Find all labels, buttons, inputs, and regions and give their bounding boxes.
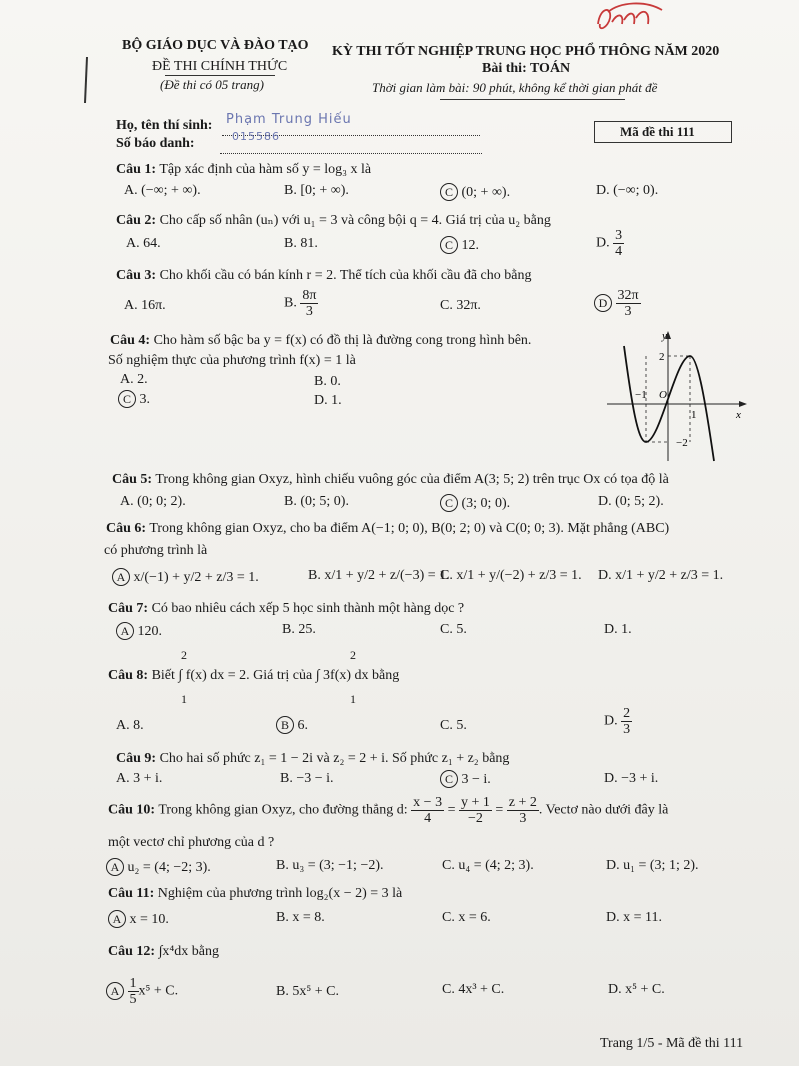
question-2: Câu 2: Cho cấp số nhân (uₙ) với u₁ = 3 và công bội q = 4. Giá trị của u₂ bằng xyxy=(116,213,551,228)
q5-option-b: B. (0; 5; 0). xyxy=(284,494,349,509)
question-7: Câu 7: Có bao nhiêu cách xếp 5 học sinh thành một hàng dọc ? xyxy=(108,601,465,616)
question-9: Câu 9: Cho hai số phức z₁ = 1 − 2i và z₂ = 2 + i. Số phức z₁ + z₂ bằng xyxy=(116,751,510,766)
question-4: Câu 4: Cho hàm số bậc ba y = f(x) có đồ thị là đường cong trong hình bên. xyxy=(110,333,532,348)
exam-title: KỲ THI TỐT NGHIỆP TRUNG HỌC PHỔ THÔNG NĂM 2020 xyxy=(332,44,720,59)
q3-option-c: C. 32π. xyxy=(440,298,481,313)
selected-answer-icon: C xyxy=(440,183,458,201)
q4-option-a: A. 2. xyxy=(120,372,148,387)
q4-option-c: C 3. xyxy=(118,390,150,408)
q1-option-b: B. [0; + ∞). xyxy=(284,183,349,198)
q8-int2-upper-limit: 2 xyxy=(350,648,356,662)
q9-option-c: C 3 − i. xyxy=(440,770,491,788)
q1-option-a: A. (−∞; + ∞). xyxy=(124,183,201,198)
question-11: Câu 11: Nghiệm của phương trình log₂(x − 2) = 3 là xyxy=(108,886,403,901)
q5-option-a: A. (0; 0; 2). xyxy=(120,494,186,509)
selected-answer-icon: A xyxy=(106,982,124,1000)
ministry-title: BỘ GIÁO DỤC VÀ ĐÀO TẠO xyxy=(122,38,309,53)
question-6: Câu 6: Trong không gian Oxyz, cho ba điểm A(−1; 0; 0), B(0; 2; 0) và C(0; 0; 3). Mặt phẳng (ABC) xyxy=(106,521,670,536)
header-rule-right xyxy=(440,99,625,100)
question-12: Câu 12: ∫x⁴dx bằng xyxy=(108,944,219,959)
exam-code: Mã đề thi 111 xyxy=(620,124,695,139)
q8-int2-lower-limit: 1 xyxy=(350,692,356,706)
q2-option-d: D. $\frac{3}{4}$ xyxy=(596,228,623,259)
q10-option-c: C. u₄ = (4; 2; 3). xyxy=(442,858,534,873)
q3-option-b: B. $\frac{8\pi}{3}$ xyxy=(284,288,317,319)
subject: Bài thi: TOÁN xyxy=(482,61,571,76)
question-6-line2: có phương trình là xyxy=(104,543,208,558)
question-text: Tập xác định của hàm số y = log₃ x là xyxy=(159,162,372,177)
q1-option-c: C (0; + ∞). xyxy=(440,183,510,201)
margin-line-icon xyxy=(82,55,92,105)
origin-label: O xyxy=(659,389,667,401)
q7-option-c: C. 5. xyxy=(440,622,467,637)
q6-option-a: A x/(−1) + y/2 + z/3 = 1. xyxy=(112,568,259,586)
q8-option-d: D. $\frac{2}{3}$ xyxy=(604,706,631,737)
selected-answer-icon: A xyxy=(108,910,126,928)
q9-option-d: D. −3 + i. xyxy=(604,771,659,786)
tick-neg1: −1 xyxy=(635,389,647,401)
q8-option-b: B 6. xyxy=(276,716,308,734)
question-5: Câu 5: Trong không gian Oxyz, hình chiếu vuông góc của điểm A(3; 5; 2) trên trục Ox có tọa độ là xyxy=(112,472,669,487)
q6-option-d: D. x/1 + y/2 + z/3 = 1. xyxy=(598,568,724,583)
q5-option-c: C (3; 0; 0). xyxy=(440,494,510,512)
q12-option-c: C. 4x³ + C. xyxy=(442,982,505,997)
question-8: Câu 8: Biết ∫ f(x) dx = 2. Giá trị của ∫ 3f(x) dx bằng xyxy=(108,668,400,683)
header-rule xyxy=(165,75,275,76)
selected-answer-icon: C xyxy=(440,236,458,254)
q8-int1-lower-limit: 1 xyxy=(181,692,187,706)
selected-answer-icon: A xyxy=(106,858,124,876)
cubic-graph xyxy=(602,326,752,466)
q4-option-d: D. 1. xyxy=(314,393,342,408)
time-note: Thời gian làm bài: 90 phút, không kể thời gian phát đề xyxy=(372,80,658,95)
page-footer: Trang 1/5 - Mã đề thi 111 xyxy=(600,1036,744,1051)
official-label: ĐỀ THI CHÍNH THỨC xyxy=(152,59,288,74)
question-4-line2: Số nghiệm thực của phương trình f(x) = 1 là xyxy=(108,353,356,368)
selected-answer-icon: B xyxy=(276,716,294,734)
q8-option-a: A. 8. xyxy=(116,718,144,733)
tick-neg2: −2 xyxy=(676,437,688,449)
question-1 xyxy=(116,162,371,178)
q3-option-d: D $\frac{32\pi}{3}$ xyxy=(594,288,641,319)
q2-option-c: C 12. xyxy=(440,236,479,254)
selected-answer-icon: A xyxy=(116,622,134,640)
q6-option-c: C. x/1 + y/(−2) + z/3 = 1. xyxy=(440,568,582,583)
name-handwritten: Phạm Trung Hiếu xyxy=(226,112,352,127)
tick-1: 1 xyxy=(691,409,697,421)
x-axis-label: x xyxy=(736,409,741,421)
q10-option-b: B. u₃ = (3; −1; −2). xyxy=(276,858,384,873)
q7-option-d: D. 1. xyxy=(604,622,632,637)
q12-option-b: B. 5x⁵ + C. xyxy=(276,984,339,999)
q5-option-d: D. (0; 5; 2). xyxy=(598,494,664,509)
q11-option-a: A x = 10. xyxy=(108,910,169,928)
q2-option-b: B. 81. xyxy=(284,236,318,251)
pages-note: (Đề thi có 05 trang) xyxy=(160,77,264,92)
q11-option-c: C. x = 6. xyxy=(442,910,491,925)
q7-option-b: B. 25. xyxy=(282,622,316,637)
q10-option-a: A u₂ = (4; −2; 3). xyxy=(106,858,211,876)
selected-answer-icon: C xyxy=(440,770,458,788)
q8-option-c: C. 5. xyxy=(440,718,467,733)
name-label: Họ, tên thí sinh: xyxy=(116,118,213,133)
q7-option-a: A 120. xyxy=(116,622,162,640)
q3-option-a: A. 16π. xyxy=(124,298,166,313)
q12-option-a: A $\frac{1}{5}$ x⁵ + C. xyxy=(106,976,178,1007)
id-handwritten: 015586 xyxy=(232,130,280,143)
handwritten-mark-icon xyxy=(590,2,670,42)
q4-option-b: B. 0. xyxy=(314,374,341,389)
tick-2: 2 xyxy=(659,351,665,363)
selected-answer-icon: A xyxy=(112,568,130,586)
q1-option-d: D. (−∞; 0). xyxy=(596,183,659,198)
question-3: Câu 3: Cho khối cầu có bán kính r = 2. Thể tích của khối cầu đã cho bằng xyxy=(116,268,532,283)
y-axis-label: y xyxy=(662,330,667,342)
q9-option-b: B. −3 − i. xyxy=(280,771,334,786)
selected-answer-icon: D xyxy=(594,294,612,312)
q8-int1-upper-limit: 2 xyxy=(181,648,187,662)
q9-option-a: A. 3 + i. xyxy=(116,771,163,786)
q12-option-d: D. x⁵ + C. xyxy=(608,982,665,997)
id-label: Số báo danh: xyxy=(116,136,195,151)
q11-option-b: B. x = 8. xyxy=(276,910,325,925)
q2-option-a: A. 64. xyxy=(126,236,161,251)
q11-option-d: D. x = 11. xyxy=(606,910,662,925)
q6-option-b: B. x/1 + y/2 + z/(−3) = 1. xyxy=(308,568,450,583)
question-10-line2: một vectơ chỉ phương của d ? xyxy=(108,835,275,850)
question-label: Câu 1: xyxy=(116,162,157,177)
selected-answer-icon: C xyxy=(118,390,136,408)
selected-answer-icon: C xyxy=(440,494,458,512)
q10-option-d: D. u₁ = (3; 1; 2). xyxy=(606,858,699,873)
question-10: Câu 10: Trong không gian Oxyz, cho đường thẳng d: $\frac{x - 3}{4}$ = $\frac{y + 1}{-2}$ = $\frac{z + 2}{3}$ . Vectơ nào dưới đây là xyxy=(108,795,669,826)
